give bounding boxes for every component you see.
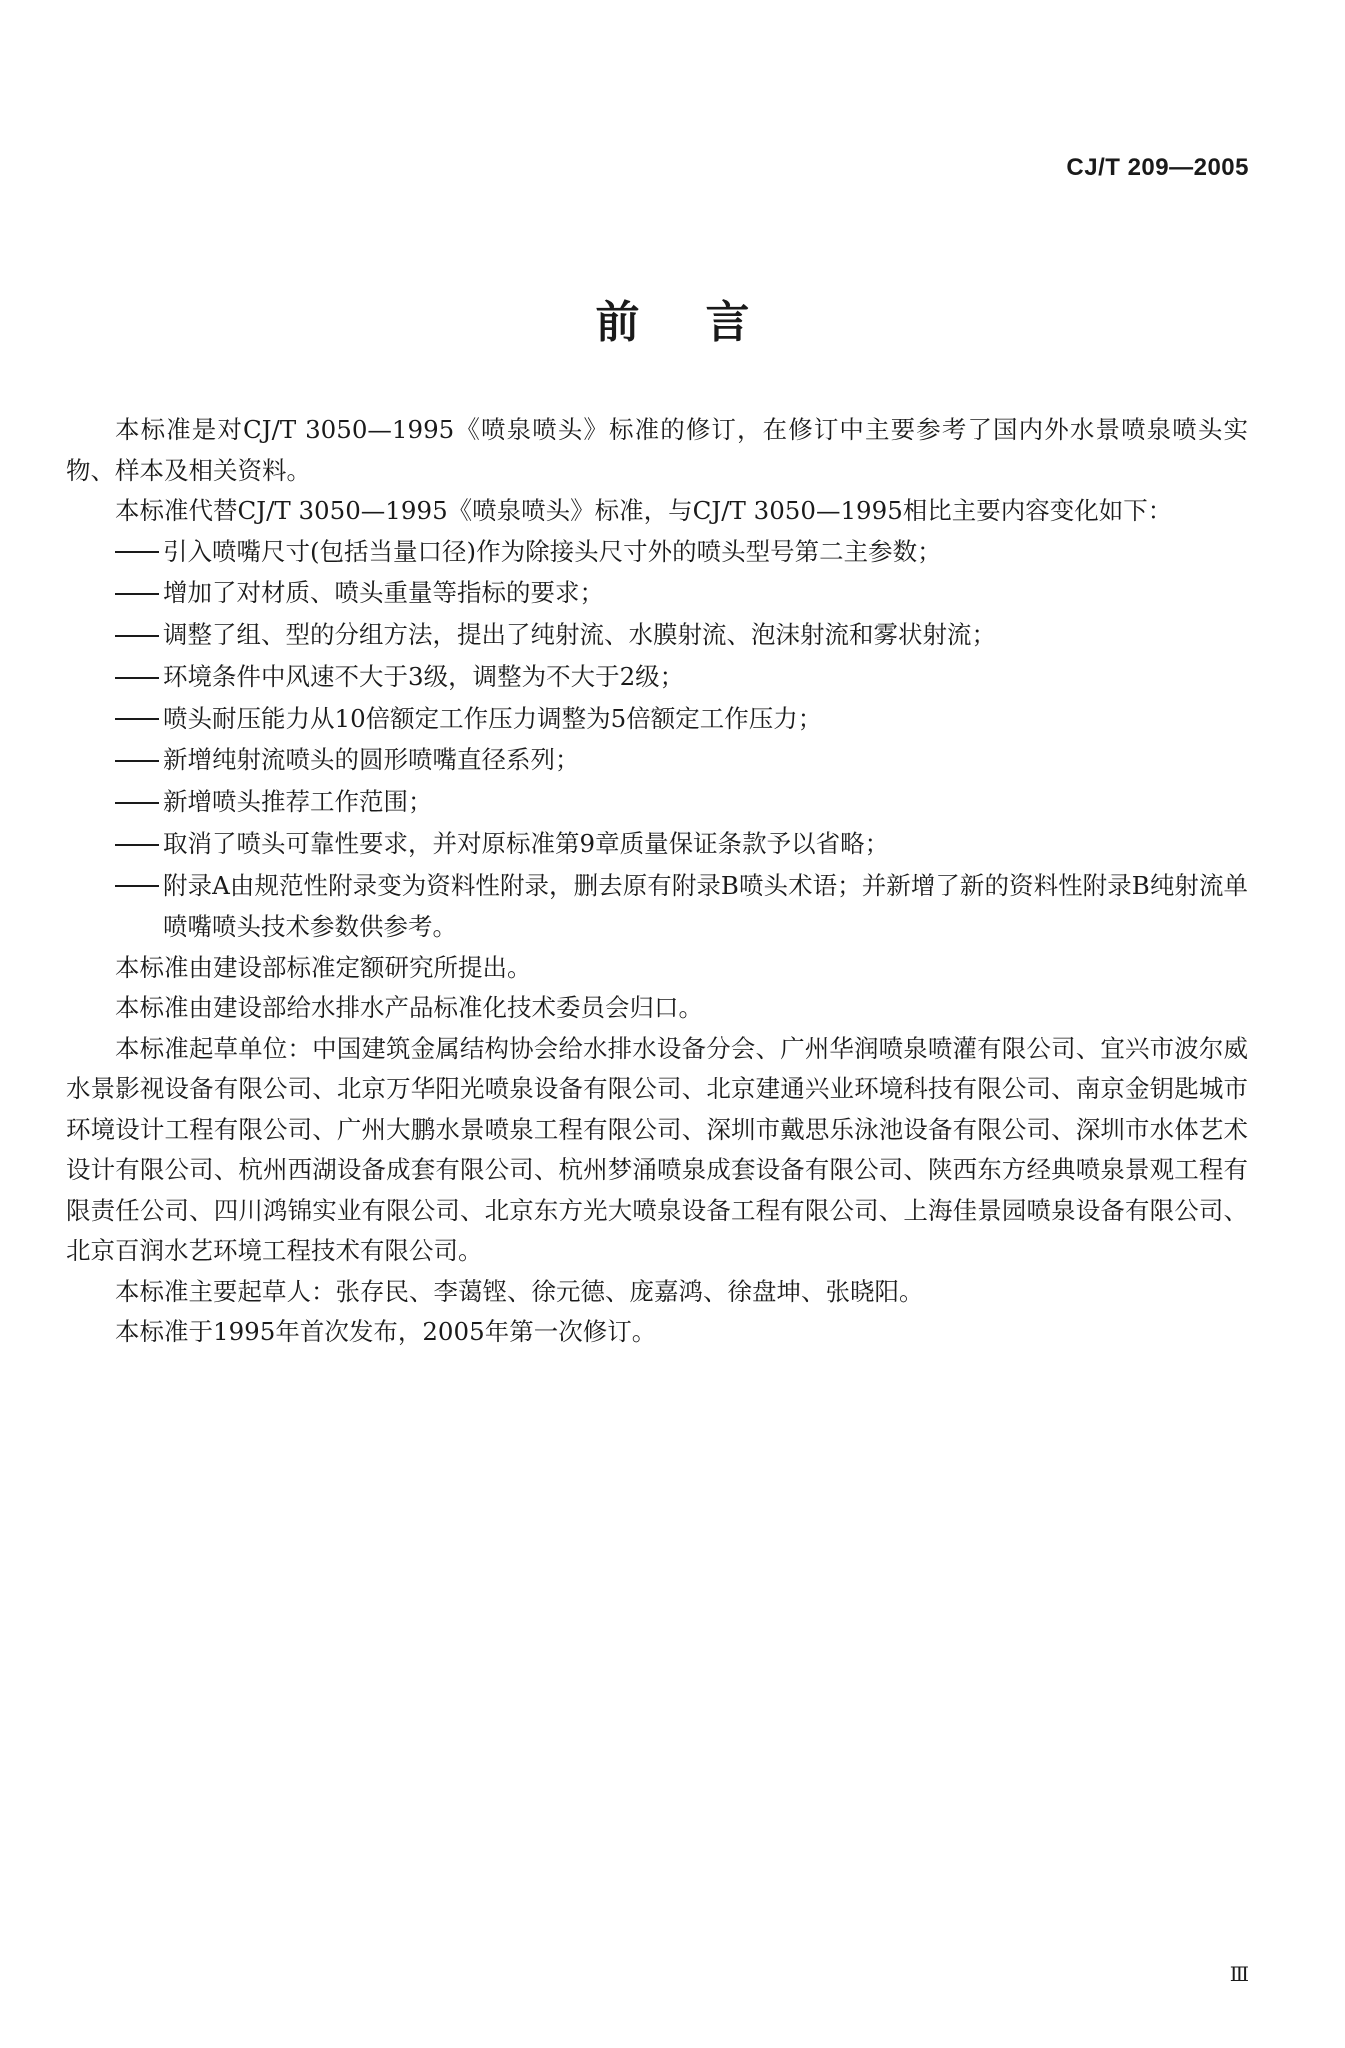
change-item — [66, 866, 1248, 948]
change-item — [66, 532, 1248, 574]
dash-mark — [115, 867, 163, 908]
change-item-text: 取消了喷头可靠性要求，并对原标准第9章质量保证条款予以省略； — [163, 828, 890, 858]
dash-mark — [115, 658, 163, 699]
change-item — [66, 615, 1248, 657]
change-item-text: 引入喷嘴尺寸(包括当量口径)作为除接头尺寸外的喷头型号第二主参数； — [163, 536, 942, 566]
dash-mark — [115, 783, 163, 824]
change-item — [66, 657, 1248, 699]
dash-mark — [115, 575, 163, 616]
change-item — [66, 573, 1248, 615]
change-item-text: 增加了对材质、喷头重量等指标的要求； — [163, 578, 604, 608]
dash-mark — [115, 825, 163, 866]
change-item — [66, 824, 1248, 866]
dash-mark — [115, 700, 163, 741]
committee-paragraph: 本标准由建设部给水排水产品标准化技术委员会归口。 — [115, 993, 703, 1023]
page-number: Ⅲ — [1229, 1962, 1249, 1986]
dash-mark — [115, 533, 163, 574]
change-item-text: 喷头耐压能力从10倍额定工作压力调整为5倍额定工作压力； — [163, 703, 823, 733]
page-title: 前言 — [595, 297, 816, 348]
change-item-text: 环境条件中风速不大于3级，调整为不大于2级； — [163, 661, 685, 691]
intro-paragraph: 本标准是对CJ/T 3050—1995《喷泉喷头》标准的修订，在修订中主要参考了国内外水景喷泉喷头实物、样本及相关资料。 — [66, 415, 1248, 485]
change-item — [66, 740, 1248, 782]
change-item-text: 新增纯射流喷头的圆形喷嘴直径系列； — [163, 745, 580, 775]
standard-code: CJ/T 209—2005 — [1066, 154, 1249, 181]
drafters-paragraph: 本标准主要起草人：张存民、李蔼铿、徐元德、庞嘉鸿、徐盘坤、张晓阳。 — [115, 1276, 924, 1306]
dash-mark — [115, 616, 163, 657]
change-item-text: 新增喷头推荐工作范围； — [163, 787, 433, 816]
proposer-paragraph: 本标准由建设部标准定额研究所提出。 — [115, 952, 532, 982]
change-item — [66, 699, 1248, 741]
replacement-paragraph: 本标准代替CJ/T 3050—1995《喷泉喷头》标准，与CJ/T 3050—1995相比主要内容变化如下： — [115, 496, 1173, 525]
dash-mark — [115, 742, 163, 783]
foreword-body — [66, 410, 1248, 1353]
change-item-text: 调整了组、型的分组方法，提出了纯射流、水膜射流、泡沫射流和雾状射流； — [163, 620, 996, 649]
change-item — [66, 782, 1248, 824]
change-item-text: 附录A由规范性附录变为资料性附录，删去原有附录B喷头术语；并新增了新的资料性附录B纯射流单喷嘴喷头技术参数供参考。 — [163, 870, 1248, 942]
history-paragraph: 本标准于1995年首次发布，2005年第一次修订。 — [115, 1317, 657, 1347]
drafting-units-paragraph: 本标准起草单位：中国建筑金属结构协会给水排水设备分会、广州华润喷泉喷灌有限公司、宜兴市波尔威水景影视设备有限公司、北京万华阳光喷泉设备有限公司、北京建通兴业环境科技有限公司、南京金钥匙城市环境设计工程有限公司、广州大鹏水景喷泉工程有限公司、深圳市戴思乐泳池设备有限公司、深圳市水体艺术设计有限公司、杭州西湖设备成套有限公司、杭州梦涌喷泉成套设备有限公司、陕西东方经典喷泉景观工程有限责任公司、四川鸿锦实业有限公司、北京东方光大喷泉设备工程有限公司、上海佳景园喷泉设备有限公司、北京百润水艺环境工程技术有限公司。 — [66, 1033, 1248, 1266]
